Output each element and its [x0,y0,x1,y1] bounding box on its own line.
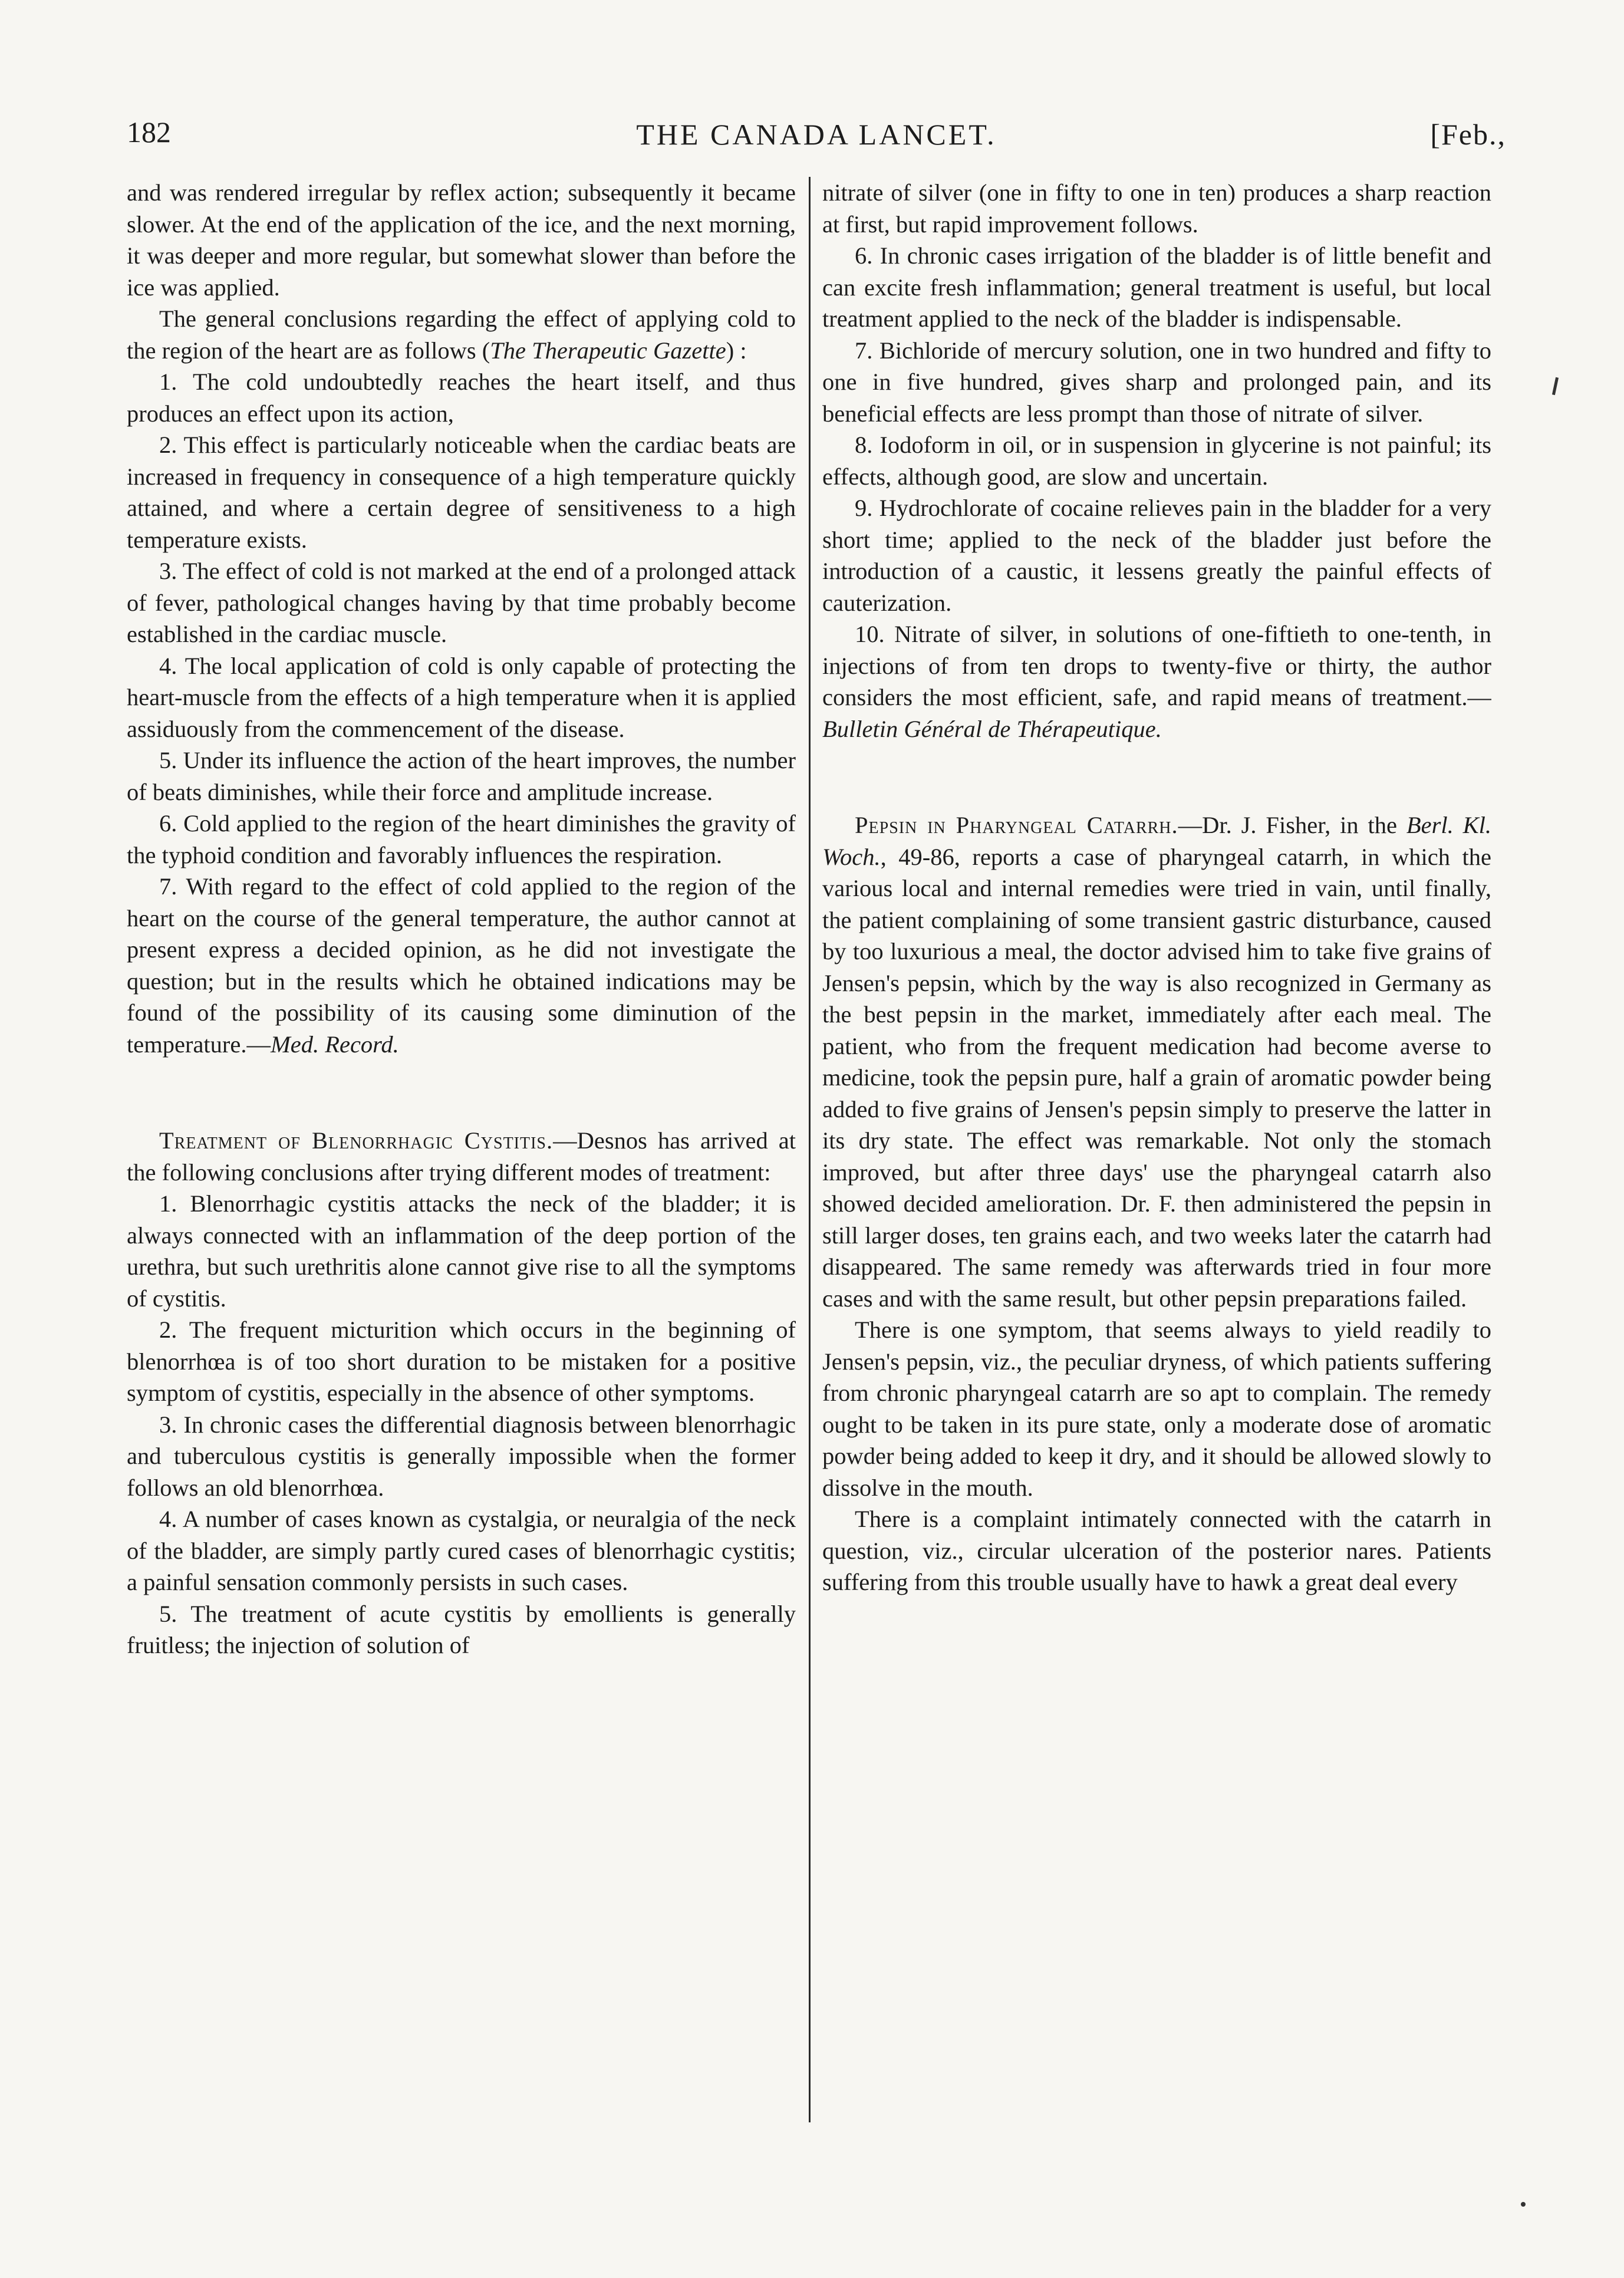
paragraph: There is one symptom, that seems always to yield readily to Jensen's pepsin, viz., the peculiar dryness, of which patients suffering from chronic pharyngeal catarrh are so apt to complain. The remedy ought to be taken in its pure state, only a moderate dose of aromatic powder being added to keep it dry, and it should be allowed slowly to dissolve in the mouth. [822,1316,1491,1501]
list-item: 5. The treatment of acute cystitis by emollients is generally fruitless; the injection of solution of [127,1600,796,1658]
citation: The Therapeutic Gazette [490,337,726,364]
paragraph-text: The general conclusions regarding the effect of applying cold to the region of the heart are as follows ( [127,305,796,364]
list-item: 8. Iodoform in oil, or in suspension in glycerine is not painful; its effects, although good, are slow and uncertain. [822,432,1491,490]
section-text: —Dr. J. Fisher, in the [1178,812,1406,838]
paragraph [127,303,796,366]
section-gap [822,745,1491,809]
source-citation: Bulletin Général de Thérapeutique. [822,715,1162,742]
paragraph: nitrate of silver (one in fifty to one in ten) produces a sharp reaction at first, but rapid improvement follows. [822,179,1491,238]
list-item: 6. In chronic cases irrigation of the bladder is of little benefit and can excite fresh inflammation; general treatment is useful, but local treatment applied to the neck of the bladder is indispensable. [822,242,1491,332]
left-column [127,177,796,2146]
list-item [822,618,1491,745]
margin-mark [1552,377,1559,395]
list-item: 1. Blenorrhagic cystitis attacks the neck of the bladder; it is always connected with an inflammation of the deep portion of the urethra, but such urethritis alone cannot give rise to all the symptoms of cystitis. [127,1190,796,1312]
list-item: 7. Bichloride of mercury solution, one in two hundred and fifty to one in five hundred, gives sharp and prolonged pain, and its beneficial effects are less prompt than those of nitrate of silver. [822,337,1491,427]
paragraph: and was rendered irregular by reflex action; subsequently it became slower. At the end of the application of the ice, and the next morning, it was deeper and more regular, but somewhat slower than before the ice was applied. [127,179,796,301]
list-item: 5. Under its influence the action of the heart improves, the number of beats diminishes, while their force and amplitude increase. [127,747,796,805]
page-header [127,115,1506,162]
journal-citation: Berl. Kl. Woch. [822,812,1491,870]
margin-mark [1521,2202,1526,2207]
section-intro [127,1125,796,1188]
source-citation: Med. Record. [271,1031,399,1058]
section-title: Pepsin in Pharyngeal Catarrh. [855,812,1178,838]
section-text: , 49-86, reports a case of pharyngeal catarrh, in which the various local and internal remedies were tried in vain, until finally, the patient complaining of some transient gastric disturbance, caused by too luxurious a meal, the doctor advised him to take five grains of Jensen's pepsin, which by the way is also recognized in Germany as the best pepsin in the market, immediately after each meal. The patient, who from the frequent medication had become averse to medicine, took the pepsin pure, half a grain of aromatic powder being added to five grains of Jensen's pepsin simply to preserve the latter in its dry state. The effect was remarkable. Not only the stomach improved, but after three days' use the pharyngeal catarrh also showed decided amelioration. Dr. F. then administered the pepsin in still larger doses, ten grains each, and two weeks later the catarrh had disappeared. The same remedy was afterwards tried in four more cases and with the same result, but other pepsin preparations failed. [822,843,1491,1312]
list-item: 4. A number of cases known as cystalgia, or neuralgia of the neck of the bladder, are simply partly cured cases of blenorrhagic cystitis; a painful sensation commonly persists in such cases. [127,1506,796,1595]
section-title: Treatment of Blenorrhagic Cystitis. [159,1127,554,1154]
list-item: 6. Cold applied to the region of the heart diminishes the gravity of the typhoid condition and favorably influences the respiration. [127,810,796,868]
journal-title: THE CANADA LANCET. [636,118,997,151]
issue-month: [Feb., [1430,118,1506,151]
list-item: 3. The effect of cold is not marked at the end of a prolonged attack of fever, pathological changes having by that time probably become established in the cardiac muscle. [127,558,796,647]
list-item: 4. The local application of cold is only capable of protecting the heart-muscle from the effects of a high temperature when it is applied assiduously from the commencement of the disease. [127,652,796,742]
list-item [127,871,796,1060]
list-item: 1. The cold undoubtedly reaches the heart itself, and thus produces an effect upon its action, [127,368,796,427]
column-divider [809,177,811,2122]
page-number: 182 [127,116,171,149]
list-item: 9. Hydrochlorate of cocaine relieves pain in the bladder for a very short time; applied to the neck of the bladder just before the introduction of a caustic, it lessens greatly the painful effects of cauterization. [822,495,1491,616]
list-item: 2. The frequent micturition which occurs in the beginning of blenorrhœa is of too short duration to be mistaken for a positive symptom of cystitis, especially in the absence of other symptoms. [127,1316,796,1406]
right-column [822,177,1491,2146]
paragraph: There is a complaint intimately connected with the catarrh in question, viz., circular ulceration of the posterior nares. Patients suffering from this trouble usually have to hawk a great deal every [822,1506,1491,1595]
section-intro-text: —Desnos has arrived at the following conclusions after trying different modes of treatment: [127,1127,796,1186]
list-item-text: 10. Nitrate of silver, in solutions of one-fiftieth to one-tenth, in injections of from ten drops to twenty-five or thirty, the author considers the most efficient, safe, and rapid means of treatment.— [822,621,1491,710]
section-gap [127,1060,796,1125]
list-item-text: 7. With regard to the effect of cold applied to the region of the heart on the course of the general temperature, the author cannot at present express a decided opinion, as he did not investigate the question; but in the results which he obtained indications may be found of the possibility of its causing some diminution of the temperature.— [127,873,796,1058]
paragraph-text: ) : [726,337,747,364]
list-item: 3. In chronic cases the differential diagnosis between blenorrhagic and tuberculous cystitis is generally impossible when the former follows an old blenorrhœa. [127,1411,796,1501]
section-intro [822,809,1491,1314]
list-item: 2. This effect is particularly noticeable when the cardiac beats are increased in frequency in consequence of a high temperature quickly attained, and where a certain degree of sensitiveness to a high temperature exists. [127,432,796,553]
